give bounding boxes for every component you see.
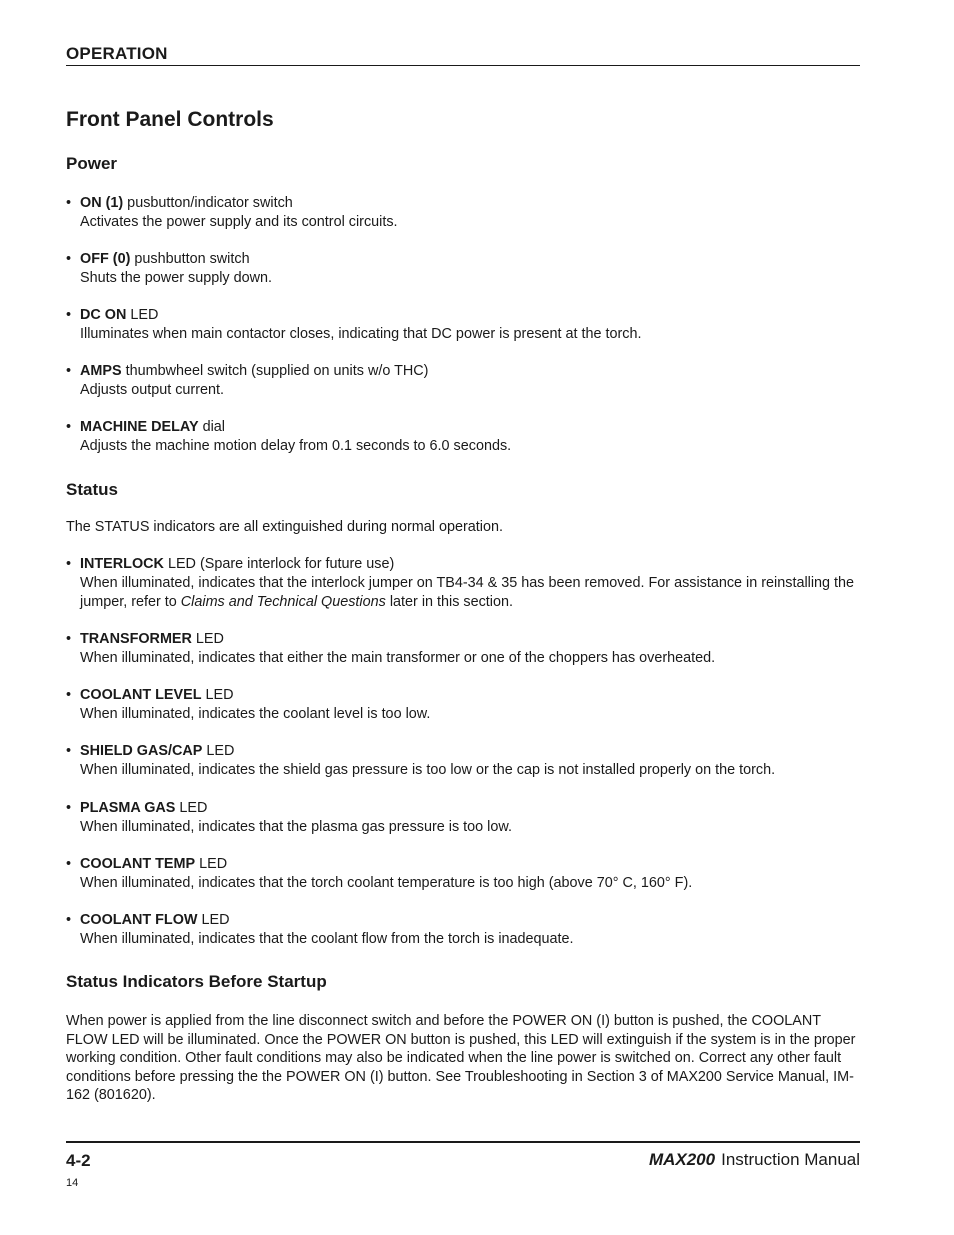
item-description: When illuminated, indicates that the plasma gas pressure is too low. bbox=[80, 819, 512, 836]
item-term: COOLANT TEMP bbox=[80, 856, 196, 872]
page-title: Front Panel Controls bbox=[66, 108, 274, 131]
item-term: AMPS bbox=[80, 363, 122, 379]
list-item bbox=[66, 630, 856, 668]
list-item bbox=[66, 686, 856, 724]
status-intro: The STATUS indicators are all extinguished during normal operation. bbox=[66, 519, 504, 535]
bullet: • bbox=[66, 307, 72, 323]
item-description: When illuminated, indicates that the torch coolant temperature is too high (above 70° C, 160° F). bbox=[80, 875, 693, 892]
bullet: • bbox=[66, 556, 72, 572]
item-description: Illuminates when main contactor closes, indicating that DC power is present at the torch. bbox=[80, 326, 642, 343]
list-item bbox=[66, 855, 856, 893]
item-description: When illuminated, indicates the shield gas pressure is too low or the cap is not installed properly on the torch. bbox=[80, 762, 776, 779]
list-item bbox=[66, 194, 856, 232]
item-description: When illuminated, indicates that the coolant flow from the torch is inadequate. bbox=[80, 931, 574, 948]
item-description: When illuminated, indicates the coolant level is too low. bbox=[80, 706, 431, 723]
manual-name: Instruction Manual bbox=[721, 1150, 860, 1169]
power-heading: Power bbox=[66, 154, 118, 173]
bullet: • bbox=[66, 419, 72, 435]
bullet: • bbox=[66, 195, 72, 211]
item-type: LED bbox=[195, 856, 228, 872]
item-term: SHIELD GAS/CAP bbox=[80, 743, 203, 759]
item-type: LED bbox=[175, 800, 208, 816]
list-item bbox=[66, 911, 856, 949]
startup-paragraph: When power is applied from the line disconnect switch and before the POWER ON (I) button is pushed, the COOLANT FLOW LED will be illuminated. Once the POWER ON button is pushed, this LED will extinguish if the system is in the proper working condition. Other fault conditions may also be indicated when the line power is switched on. Correct any other fault conditions before pressing the the POWER ON (I) button. See Troubleshooting in Section 3 of MAX200 Service Manual, IM-162 (801620). bbox=[66, 1013, 856, 1104]
header-divider bbox=[66, 65, 860, 66]
bullet: • bbox=[66, 856, 72, 872]
item-type: LED bbox=[126, 307, 159, 323]
model-name: MAX200 bbox=[648, 1150, 716, 1169]
item-type: LED (Spare interlock for future use) bbox=[163, 556, 395, 572]
list-item bbox=[66, 555, 856, 613]
page-number: 4-2 bbox=[66, 1151, 91, 1170]
item-description: Adjusts output current. bbox=[80, 382, 224, 399]
item-description: Shuts the power supply down. bbox=[80, 270, 272, 287]
item-term: COOLANT FLOW bbox=[80, 912, 198, 928]
bullet: • bbox=[66, 363, 72, 379]
item-type: thumbwheel switch (supplied on units w/o THC) bbox=[121, 363, 429, 379]
item-term: INTERLOCK bbox=[80, 556, 164, 572]
item-type: LED bbox=[197, 912, 230, 928]
item-term: DC ON bbox=[80, 307, 127, 323]
item-type: dial bbox=[198, 419, 226, 435]
list-item bbox=[66, 742, 856, 780]
list-item bbox=[66, 418, 856, 456]
item-type: LED bbox=[191, 631, 224, 647]
bullet: • bbox=[66, 800, 72, 816]
bullet: • bbox=[66, 631, 72, 647]
item-term: OFF (0) bbox=[80, 251, 131, 267]
list-item bbox=[66, 250, 856, 288]
item-type: LED bbox=[202, 743, 235, 759]
manual-title bbox=[649, 1150, 860, 1170]
sheet-number: 14 bbox=[66, 1177, 79, 1189]
item-description: When illuminated, indicates that either the main transformer or one of the choppers has overheated. bbox=[80, 650, 716, 667]
bullet: • bbox=[66, 912, 72, 928]
item-term: COOLANT LEVEL bbox=[80, 687, 202, 703]
list-item bbox=[66, 306, 856, 344]
item-type: pushbutton switch bbox=[130, 251, 250, 267]
item-description: Activates the power supply and its control circuits. bbox=[80, 214, 398, 231]
bullet: • bbox=[66, 687, 72, 703]
footer-divider bbox=[66, 1141, 860, 1143]
bullet: • bbox=[66, 743, 72, 759]
item-description: When illuminated, indicates that the interlock jumper on TB4-34 & 35 has been removed. For assistance in reinstalling the jumper, refer to Claims and Technical Questions later in this section. bbox=[80, 575, 855, 611]
item-description: Adjusts the machine motion delay from 0.1 seconds to 6.0 seconds. bbox=[80, 438, 512, 455]
section-header: OPERATION bbox=[66, 44, 168, 63]
cross-reference: Claims and Technical Questions bbox=[180, 594, 386, 611]
startup-heading: Status Indicators Before Startup bbox=[66, 972, 327, 991]
list-item bbox=[66, 362, 856, 400]
item-type: pusbutton/indicator switch bbox=[123, 195, 293, 211]
bullet: • bbox=[66, 251, 72, 267]
item-term: PLASMA GAS bbox=[80, 800, 176, 816]
item-term: TRANSFORMER bbox=[80, 631, 192, 647]
item-term: ON (1) bbox=[80, 195, 124, 211]
list-item bbox=[66, 799, 856, 837]
item-type: LED bbox=[201, 687, 234, 703]
item-term: MACHINE DELAY bbox=[80, 419, 199, 435]
status-heading: Status bbox=[66, 480, 118, 499]
